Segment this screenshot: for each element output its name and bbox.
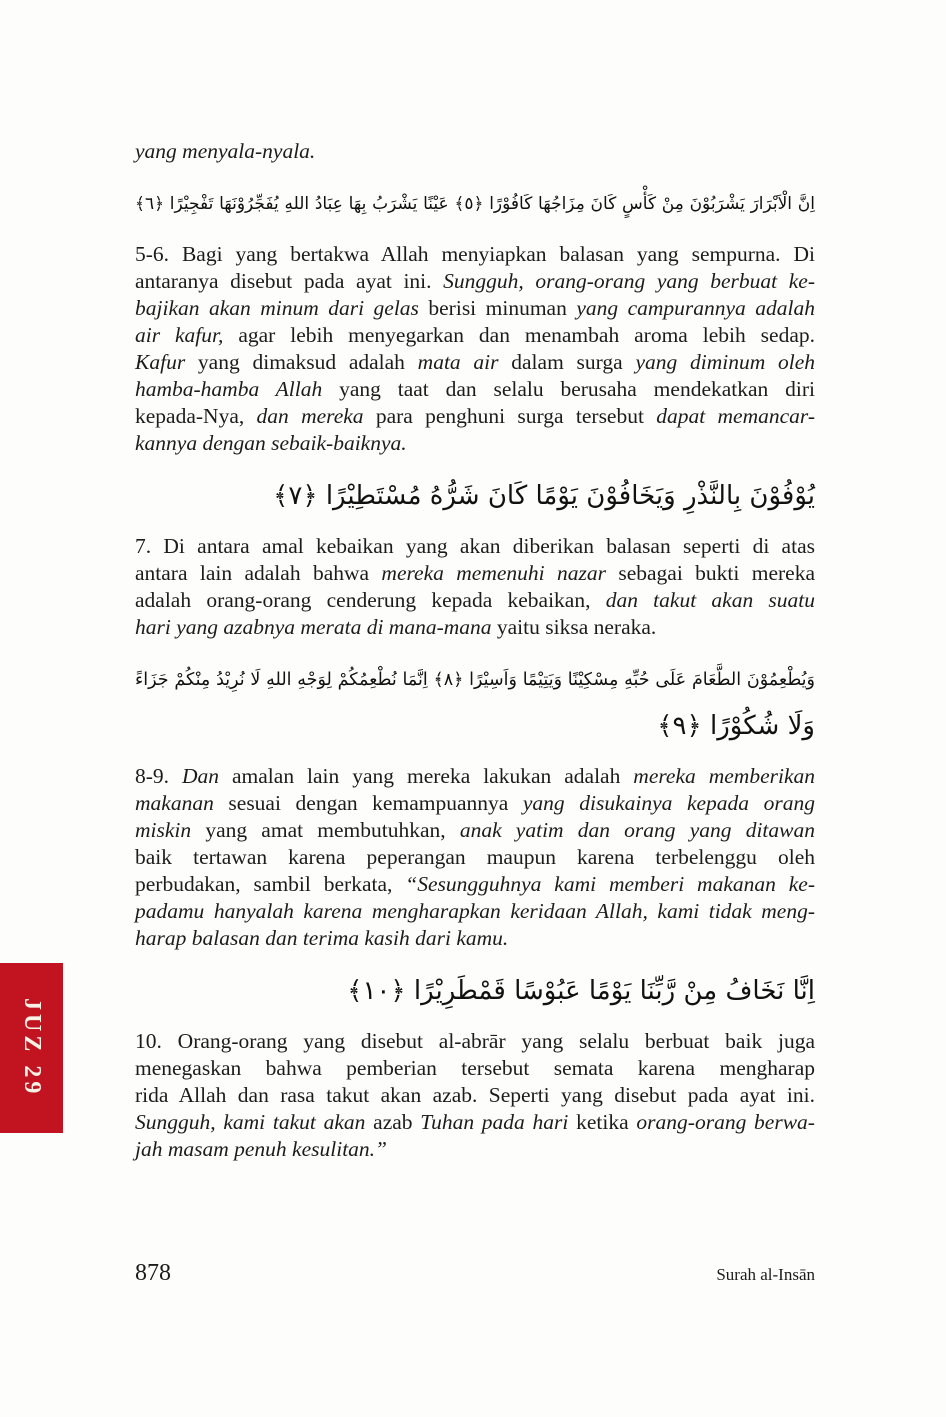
text-line — [135, 871, 815, 898]
text-line — [135, 403, 815, 430]
text-line — [135, 763, 815, 790]
text-segment: baik tertawan karena peperangan maupun karena terbelenggu oleh — [135, 845, 815, 869]
italic-segment: yang diminum oleh — [635, 350, 816, 374]
arabic-line: وَيُطْعِمُوْنَ الطَّعَامَ عَلَى حُبِّهِ مِسْكِيْنًا وَيَتِيْمًا وَاَسِيْرًا ﴿٨﴾ اِنَّمَا نُطْعِمُكُمْ لِوَجْهِ اللهِ لَا نُرِيْدُ مِنْكُمْ جَزَاءً — [135, 670, 815, 690]
text-line — [135, 1055, 815, 1082]
text-line — [135, 268, 815, 295]
text-segment: 7. Di antara amal kebaikan yang akan diberikan balasan seperti di atas — [135, 534, 815, 558]
italic-segment: Tuhan pada hari — [420, 1110, 577, 1134]
text-segment: sesuai dengan kemampuannya — [228, 791, 523, 815]
text-segment: antara lain adalah bahwa — [135, 561, 382, 585]
text-line — [135, 533, 815, 560]
text-line — [135, 241, 815, 268]
text-segment: sebagai bukti mereka — [618, 561, 815, 585]
text-segment: 5-6. Bagi yang bertakwa Allah menyiapkan balasan yang sempurna. Di — [135, 242, 815, 266]
text-line — [135, 138, 815, 165]
italic-segment: air kafur, — [135, 323, 224, 347]
text-line — [135, 1109, 815, 1136]
italic-segment: yang campurannya adalah — [576, 296, 815, 320]
italic-segment: “Sesungguhnya kami memberi makanan ke- — [405, 872, 815, 896]
text-line — [135, 322, 815, 349]
text-segment: amalan lain yang mereka lakukan adalah — [232, 764, 634, 788]
text-segment: menegaskan bahwa pemberian tersebut semata karena mengharap — [135, 1056, 815, 1080]
italic-segment: mereka memberikan — [633, 764, 816, 788]
text-line — [135, 1082, 815, 1109]
italic-segment: Sungguh, orang-orang yang berbuat ke- — [443, 269, 815, 293]
text-segment: rida Allah dan rasa takut akan azab. Seperti yang disebut pada ayat ini. — [135, 1083, 815, 1107]
italic-segment: dan mereka — [256, 404, 364, 428]
text-line — [135, 790, 815, 817]
text-line — [135, 376, 815, 403]
arabic-line: اِنَّا نَخَافُ مِنْ رَّبِّنَا يَوْمًا عَبُوْسًا قَمْطَرِيْرًا ﴿١٠﴾ — [347, 976, 815, 1006]
commentary-10 — [135, 1028, 815, 1163]
italic-segment: hamba-hamba Allah — [135, 377, 323, 401]
page-number: 878 — [135, 1260, 171, 1286]
text-segment: ketika — [576, 1110, 637, 1134]
italic-segment: Dan — [182, 764, 232, 788]
text-line — [135, 925, 815, 952]
text-segment: 8-9. — [135, 764, 182, 788]
italic-segment: Kafur — [135, 350, 186, 374]
text-line — [135, 844, 815, 871]
italic-segment: Sungguh, kami takut akan — [135, 1110, 374, 1134]
carryover-line — [135, 138, 815, 165]
italic-segment: mereka memenuhi nazar — [381, 561, 619, 585]
text-segment: perbudakan, sambil berkata, — [135, 872, 406, 896]
text-line — [135, 898, 815, 925]
text-segment: agar lebih menyegarkan dan menambah aroma lebih sedap. — [223, 323, 816, 347]
surah-title: Surah al-Insān — [716, 1265, 815, 1284]
text-segment: yang taat dan selalu berusaha mendekatkan diri — [322, 377, 815, 401]
commentary-7 — [135, 533, 815, 641]
italic-segment: dapat memancar- — [656, 404, 815, 428]
italic-segment: padamu hanyalah karena mengharapkan keridaan Allah, kami tidak meng- — [135, 899, 815, 923]
text-line — [135, 295, 815, 322]
text-segment: antaranya disebut pada ayat ini. — [135, 269, 444, 293]
arabic-verse-7 — [135, 473, 815, 519]
italic-segment: bajikan akan minum dari gelas — [135, 296, 429, 320]
italic-segment: yang menyala-nyala. — [135, 139, 316, 163]
italic-segment: kannya dengan sebaik-baiknya. — [135, 431, 407, 455]
text-line — [135, 349, 815, 376]
arabic-line: يُوْفُوْنَ بِالنَّذْرِ وَيَخَافُوْنَ يَوْمًا كَانَ شَرُّهُ مُسْتَطِيْرًا ﴿٧﴾ — [273, 481, 815, 511]
text-segment: adalah orang-orang cenderung kepada kebaikan, — [135, 588, 606, 612]
italic-segment: yang disukainya kepada orang — [522, 791, 815, 815]
arabic-line: اِنَّ الْاَبْرَارَ يَشْرَبُوْنَ مِنْ كَأْسٍ كَانَ مِزَاجُهَا كَافُوْرًا ﴿٥﴾ عَيْنًا يَشْرَبُ بِهَا عِبَادُ اللهِ يُفَجِّرُوْنَهَا تَفْجِيْرًا ﴿٦﴾ — [135, 194, 815, 214]
italic-segment: orang-orang berwa- — [636, 1110, 815, 1134]
text-segment: 10. Orang-orang yang disebut al-abrār yang selalu berbuat baik juga — [135, 1029, 815, 1053]
text-segment: kepada-Nya, — [135, 404, 257, 428]
arabic-verse-10 — [135, 968, 815, 1014]
text-line — [135, 1136, 815, 1163]
text-segment: yang dimaksud adalah — [185, 350, 418, 374]
text-segment: berisi minuman — [428, 296, 577, 320]
arabic-line: وَلَا شُكُوْرًا ﴿٩﴾ — [657, 711, 815, 741]
text-line — [135, 587, 815, 614]
text-line — [135, 817, 815, 844]
text-segment: yaitu siksa neraka. — [496, 615, 657, 639]
italic-segment: harap balasan dan terima kasih dari kamu. — [135, 926, 509, 950]
italic-segment: anak yatim dan orang yang ditawan — [459, 818, 815, 842]
juz-tab — [0, 963, 63, 1133]
commentary-8-9 — [135, 763, 815, 952]
text-segment: yang amat membutuhkan, — [205, 818, 460, 842]
italic-segment: dan takut akan suatu — [605, 588, 816, 612]
italic-segment: miskin — [135, 818, 206, 842]
text-line — [135, 614, 815, 641]
text-segment: azab — [373, 1110, 421, 1134]
commentary-5-6 — [135, 241, 815, 457]
italic-segment: jah masam penuh kesulitan.” — [135, 1137, 388, 1161]
italic-segment: mata air — [417, 350, 499, 374]
text-segment: dalam surga — [498, 350, 636, 374]
text-line — [135, 560, 815, 587]
text-line — [135, 1028, 815, 1055]
arabic-verse-8-9 — [135, 657, 815, 749]
text-column — [135, 138, 815, 1163]
italic-segment: makanan — [135, 791, 229, 815]
juz-tab-label: JUZ 29 — [19, 998, 45, 1098]
text-segment: para penghuni surga tersebut — [363, 404, 657, 428]
arabic-verse-5-6 — [135, 181, 815, 227]
italic-segment: hari yang azabnya merata di mana-mana — [135, 615, 497, 639]
text-line — [135, 430, 815, 457]
footer — [135, 1260, 815, 1287]
